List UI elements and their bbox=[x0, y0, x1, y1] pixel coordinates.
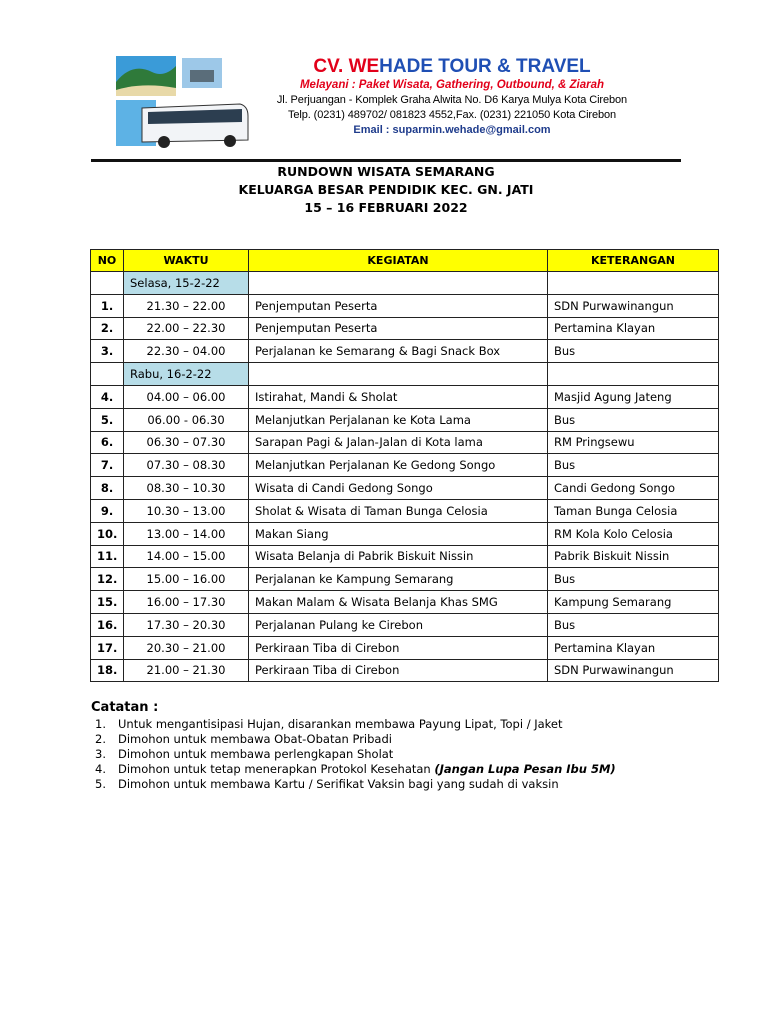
notes-list bbox=[91, 717, 711, 792]
table-row: 5. 06.00 - 06.30 Melanjutkan Perjalanan ke Kota Lama Bus bbox=[91, 408, 719, 431]
title-line-1: RUNDOWN WISATA SEMARANG bbox=[277, 164, 495, 179]
table-row: 18. 21.00 – 21.30 Perkiraan Tiba di Cirebon SDN Purwawinangun bbox=[91, 659, 719, 682]
company-header bbox=[256, 56, 648, 138]
title-line-2: KELUARGA BESAR PENDIDIK KEC. GN. JATI bbox=[238, 182, 534, 197]
list-item: 5. Dimohon untuk membawa Kartu / Serifikat Vaksin bagi yang sudah di vaksin bbox=[95, 777, 559, 791]
header-divider bbox=[91, 159, 681, 162]
table-row: 2. 22.00 – 22.30 Penjemputan Peserta Pertamina Klayan bbox=[91, 317, 719, 340]
company-logo bbox=[112, 52, 250, 152]
table-row: 15. 16.00 – 17.30 Makan Malam & Wisata Belanja Khas SMG Kampung Semarang bbox=[91, 591, 719, 614]
header-keterangan: KETERANGAN bbox=[548, 250, 719, 272]
table-row: 17. 20.30 – 21.00 Perkiraan Tiba di Cirebon Pertamina Klayan bbox=[91, 636, 719, 659]
table-row: 1. 21.30 – 22.00 Penjemputan Peserta SDN Purwawinangun bbox=[91, 294, 719, 317]
table-row: 10. 13.00 – 14.00 Makan Siang RM Kola Kolo Celosia bbox=[91, 522, 719, 545]
table-row: 6. 06.30 – 07.30 Sarapan Pagi & Jalan-Jalan di Kota lama RM Pringsewu bbox=[91, 431, 719, 454]
table-row: 12. 15.00 – 16.00 Perjalanan ke Kampung Semarang Bus bbox=[91, 568, 719, 591]
note-emphasis: (Jangan Lupa Pesan Ibu 5M) bbox=[434, 762, 616, 776]
day-row bbox=[91, 272, 719, 295]
day-label: Rabu, 16-2-22 bbox=[124, 363, 249, 386]
list-item: 1. Untuk mengantisipasi Hujan, disarankan membawa Payung Lipat, Topi / Jaket bbox=[95, 717, 563, 731]
list-item: 3. Dimohon untuk membawa perlengkapan Sholat bbox=[95, 747, 394, 761]
table-row: 11. 14.00 – 15.00 Wisata Belanja di Pabrik Biskuit Nissin Pabrik Biskuit Nissin bbox=[91, 545, 719, 568]
day-label: Selasa, 15-2-22 bbox=[124, 272, 249, 295]
company-address: Jl. Perjuangan - Komplek Graha Alwita No. D6 Karya Mulya Kota Cirebon bbox=[276, 94, 628, 106]
table-row: 3. 22.30 – 04.00 Perjalanan ke Semarang & Bagi Snack Box Bus bbox=[91, 340, 719, 363]
notes-title: Catatan : bbox=[91, 700, 159, 715]
table-row: 16. 17.30 – 20.30 Perjalanan Pulang ke Cirebon Bus bbox=[91, 613, 719, 636]
table-row: 9. 10.30 – 13.00 Sholat & Wisata di Taman Bunga Celosia Taman Bunga Celosia bbox=[91, 499, 719, 522]
table-row: 8. 08.30 – 10.30 Wisata di Candi Gedong Songo Candi Gedong Songo bbox=[91, 477, 719, 500]
list-item: 2. Dimohon untuk membawa Obat-Obatan Pribadi bbox=[95, 732, 392, 746]
company-phone: Telp. (0231) 489702/ 081823 4552,Fax. (0231) 221050 Kota Cirebon bbox=[287, 109, 617, 121]
header-waktu: WAKTU bbox=[124, 250, 249, 272]
logo-bus-beach-icon bbox=[112, 52, 250, 152]
title-line-3: 15 – 16 FEBRUARI 2022 bbox=[304, 200, 468, 215]
company-name: CV. WEHADE TOUR & TRAVEL bbox=[313, 56, 591, 77]
company-email: Email : suparmin.wehade@gmail.com bbox=[353, 124, 551, 136]
header-kegiatan: KEGIATAN bbox=[249, 250, 548, 272]
list-item: 4. Dimohon untuk tetap menerapkan Protokol Kesehatan (Jangan Lupa Pesan Ibu 5M) bbox=[95, 762, 616, 776]
day-row bbox=[91, 363, 719, 386]
table-header-row bbox=[91, 250, 719, 272]
company-services: Melayani : Paket Wisata, Gathering, Outbound, & Ziarah bbox=[299, 79, 605, 91]
table-row: 4. 04.00 – 06.00 Istirahat, Mandi & Sholat Masjid Agung Jateng bbox=[91, 385, 719, 408]
table-row: 7. 07.30 – 08.30 Melanjutkan Perjalanan Ke Gedong Songo Bus bbox=[91, 454, 719, 477]
document-title bbox=[91, 163, 681, 217]
rundown-table bbox=[90, 249, 719, 682]
header-no: NO bbox=[91, 250, 124, 272]
